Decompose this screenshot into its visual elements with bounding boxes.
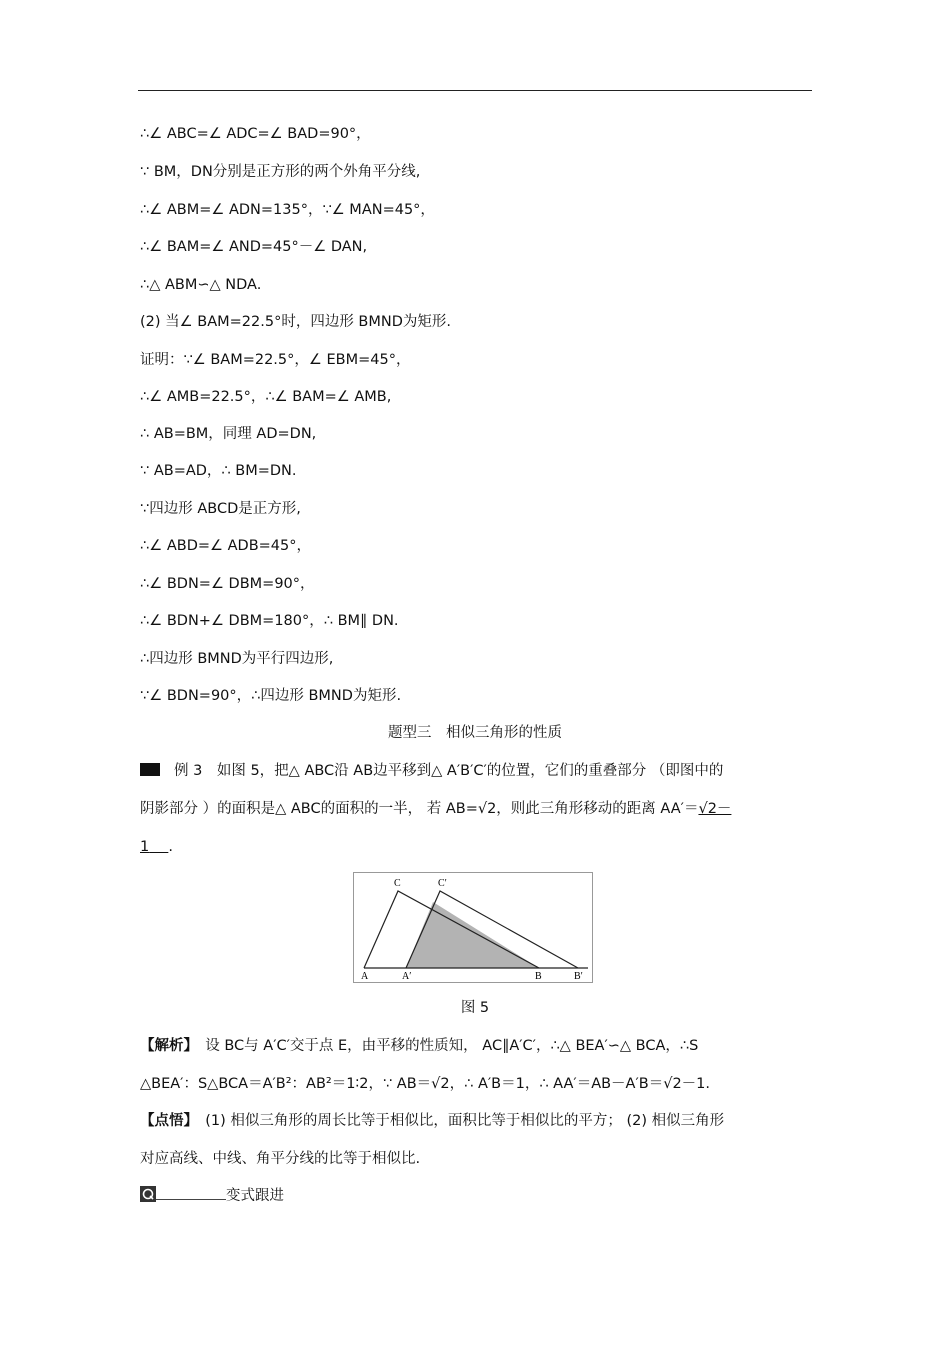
example-text-1: 如图 5，把△ ABC沿 AB边平移到△ A′B′C′的位置，它们的重叠部分 （即图中的 (216, 763, 724, 779)
proof-line: ∴∠ BAM=∠ AND=45°－∠ DAN, (140, 239, 368, 255)
example-line-3 (140, 837, 173, 857)
proof-line: 证明：∵∠ BAM=22.5°，∠ EBM=45°， (140, 352, 411, 368)
label-b: B (535, 971, 542, 982)
proof-line: (2) 当∠ BAM=22.5°时，四边形 BMND为矩形. (140, 314, 452, 330)
analysis-line-2: △BEA′：S△BCA＝A′B²：AB²＝1∶2，∵ AB＝√2，∴ A′B＝1，∴ AA′＝AB－A′B＝√2－1. (140, 1076, 711, 1092)
section-title: 题型三 相似三角形的性质 (388, 725, 562, 741)
variation-label: 变式跟进 (226, 1188, 284, 1204)
example-line-2 (140, 799, 731, 819)
example-marker (140, 763, 160, 776)
proof-line: ∴△ ABM∽△ NDA. (140, 277, 262, 293)
example-line-end: . (168, 839, 173, 855)
header-rule (138, 90, 812, 91)
proof-line: ∵ AB=AD，∴ BM=DN. (140, 463, 297, 479)
example-line-1 (140, 761, 723, 781)
proof-line: ∵∠ BDN=90°，∴四边形 BMND为矩形. (140, 688, 402, 704)
variation-underline (156, 1199, 226, 1200)
example-label: 例 3 (174, 763, 203, 779)
tip-line-2: 对应高线、中线、角平分线的比等于相似比. (140, 1151, 421, 1167)
proof-line: ∴∠ AMB=22.5°，∴∠ BAM=∠ AMB, (140, 389, 392, 405)
proof-line: ∴ AB=BM，同理 AD=DN, (140, 426, 317, 442)
proof-line: ∴∠ BDN=∠ DBM=90°， (140, 576, 315, 592)
figure-5 (353, 872, 593, 983)
proof-line: ∵四边形 ABCD是正方形, (140, 501, 301, 517)
proof-line: ∴四边形 BMND为平行四边形, (140, 651, 334, 667)
analysis-tag: 【解析】 (140, 1038, 191, 1054)
triangle-diagram (354, 873, 592, 982)
label-c: C (394, 878, 401, 889)
variation-icon (140, 1186, 156, 1202)
analysis-text-1: 设 BC与 A′C′交于点 E，由平移的性质知， AC∥A′C′，∴△ BEA′∽△ BCA，∴S (205, 1038, 699, 1054)
example-answer-part-1: √2－ (698, 801, 732, 817)
proof-line: ∴∠ BDN+∠ DBM=180°，∴ BM∥ DN. (140, 613, 399, 629)
tip-text-1: (1) 相似三角形的周长比等于相似比，面积比等于相似比的平方； (2) 相似三角形 (205, 1113, 725, 1129)
analysis-line-1 (140, 1036, 698, 1056)
label-b-prime: B′ (574, 971, 583, 982)
tip-tag: 【点悟】 (140, 1113, 191, 1129)
tip-line-1 (140, 1111, 724, 1131)
proof-line: ∵ BM，DN分别是正方形的两个外角平分线, (140, 164, 421, 180)
proof-line: ∴∠ ABM=∠ ADN=135°，∵∠ MAN=45°， (140, 202, 435, 218)
example-answer-part-2: 1 (140, 839, 150, 855)
proof-line: ∴∠ ABC=∠ ADC=∠ BAD=90°， (140, 126, 371, 142)
label-a-prime: A′ (402, 971, 412, 982)
label-c-prime: C′ (438, 878, 447, 889)
example-text-2: 阴影部分 ）的面积是△ ABC的面积的一半， 若 AB=√2，则此三角形移动的距离 AA′＝ (140, 801, 699, 817)
figure-caption: 图 5 (460, 1000, 490, 1016)
label-a: A (361, 971, 369, 982)
proof-line: ∴∠ ABD=∠ ADB=45°， (140, 538, 312, 554)
